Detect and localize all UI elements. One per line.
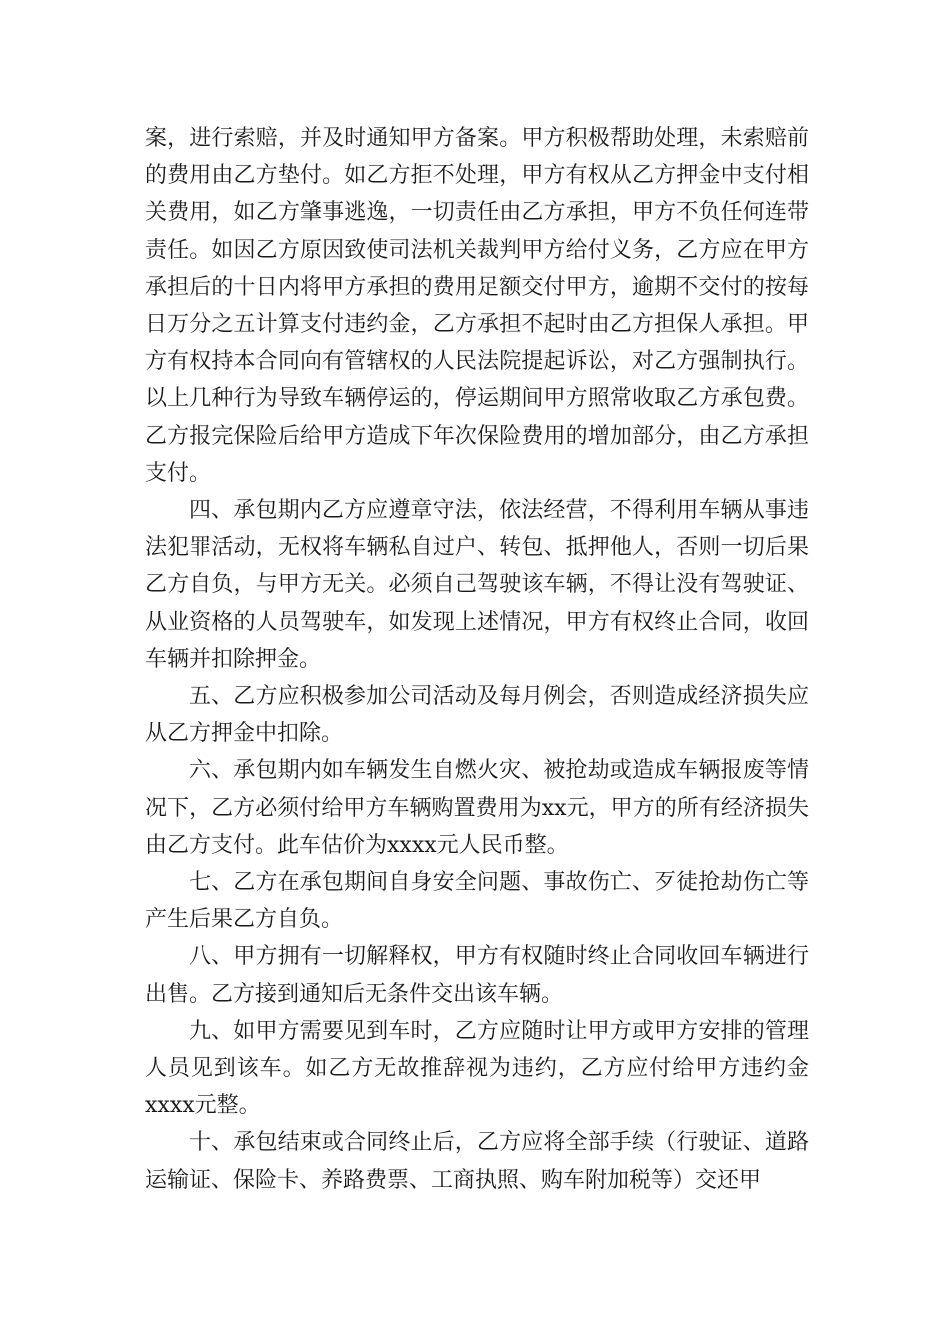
paragraph-clause-4: 四、承包期内乙方应遵章守法，依法经营，不得利用车辆从事违法犯罪活动，无权将车辆私自过户、转包、抵押他人，否则一切后果乙方自负，与甲方无关。必须自己驾驶该车辆，不得让没有驾驶证、从业资格的人员驾驶车，如发现上述情况，甲方有权终止合同，收回车辆并扣除押金。 (145, 498, 809, 672)
paragraph-clause-3-continued: 案，进行索赔，并及时通知甲方备案。甲方积极帮助处理，未索赔前的费用由乙方垫付。如乙方拒不处理，甲方有权从乙方押金中支付相关费用，如乙方肇事逃逸，一切责任由乙方承担，甲方不负任何连带责任。如因乙方原因致使司法机关裁判甲方给付义务，乙方应在甲方承担后的十日内将甲方承担的费用足额交付甲方，逾期不交付的按每日万分之五计算支付违约金，乙方承担不起时由乙方担保人承担。甲方有权持本合同向有管辖权的人民法院提起诉讼，对乙方强制执行。以上几种行为导致车辆停运的，停运期间甲方照常收取乙方承包费。乙方报完保险后给甲方造成下年次保险费用的增加部分，由乙方承担支付。 (145, 126, 809, 486)
paragraph-clause-9: 九、如甲方需要见到车时，乙方应随时让甲方或甲方安排的管理人员见到该车。如乙方无故推辞视为违约，乙方应付给甲方违约金xxxx元整。 (145, 1018, 809, 1119)
paragraph-clause-6: 六、承包期内如车辆发生自燃火灾、被抢劫或造成车辆报废等情况下，乙方必须付给甲方车辆购置费用为xx元，甲方的所有经济损失由乙方支付。此车估价为xxxx元人民币整。 (145, 758, 809, 858)
paragraph-clause-7: 七、乙方在承包期间自身安全问题、事故伤亡、歹徒抢劫伤亡等产生后果乙方自负。 (145, 870, 809, 933)
paragraph-clause-8: 八、甲方拥有一切解释权，甲方有权随时终止合同收回车辆进行出售。乙方接到通知后无条件交出该车辆。 (145, 944, 809, 1007)
paragraph-clause-10: 十、承包结束或合同终止后，乙方应将全部手续（行驶证、道路运输证、保险卡、养路费票、工商执照、购车附加税等）交还甲 (145, 1130, 809, 1193)
paragraph-clause-5: 五、乙方应积极参加公司活动及每月例会，否则造成经济损失应从乙方押金中扣除。 (145, 684, 809, 747)
document-page (145, 120, 809, 1199)
